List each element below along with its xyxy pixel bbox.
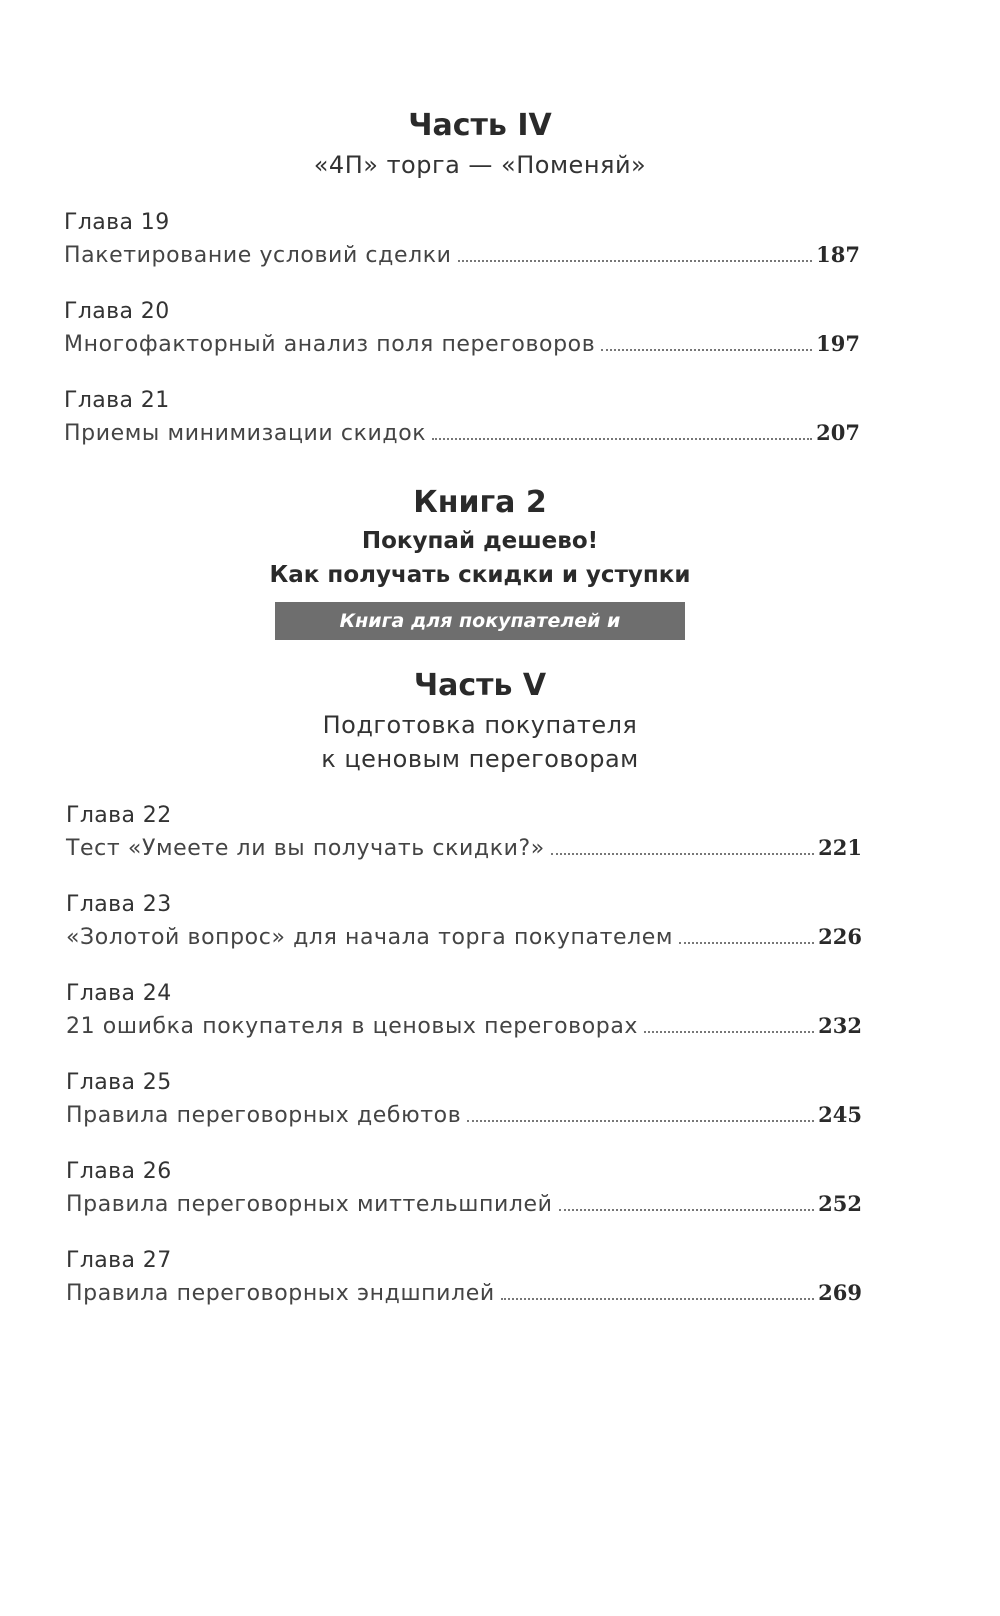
chapter-title: 21 ошибка покупателя в ценовых переговорах bbox=[66, 1014, 639, 1039]
chapter-label: Глава 24 bbox=[66, 981, 172, 1006]
page-number: 207 bbox=[816, 420, 860, 445]
dot-leader bbox=[467, 1120, 814, 1122]
chapter-label: Глава 27 bbox=[66, 1248, 172, 1273]
toc-entry-chapter-20[interactable] bbox=[64, 297, 860, 362]
dot-leader bbox=[559, 1209, 815, 1211]
chapter-label: Глава 21 bbox=[64, 388, 170, 413]
dot-leader bbox=[501, 1298, 814, 1300]
page-number: 221 bbox=[818, 835, 862, 860]
toc-entry-chapter-25[interactable] bbox=[66, 1068, 862, 1133]
chapter-label: Глава 23 bbox=[66, 892, 172, 917]
chapter-label: Глава 26 bbox=[66, 1159, 172, 1184]
book-2-audience-banner: Книга для покупателей и закупщиков bbox=[275, 602, 685, 640]
page-number: 252 bbox=[818, 1191, 862, 1216]
dot-leader bbox=[458, 260, 813, 262]
chapter-label: Глава 25 bbox=[66, 1070, 172, 1095]
book-2-title: Книга 2 bbox=[413, 485, 547, 520]
book-2-banner-wrap bbox=[0, 602, 960, 669]
dot-leader bbox=[432, 438, 812, 440]
page-number: 245 bbox=[818, 1102, 862, 1127]
chapter-title: Многофакторный анализ поля переговоров bbox=[64, 332, 596, 357]
book-2-header bbox=[0, 484, 960, 592]
part-5-header bbox=[0, 668, 960, 776]
part-5-subtitle-line-1: Подготовка покупателя bbox=[322, 711, 638, 739]
page-number: 197 bbox=[816, 331, 860, 356]
book-2-subtitle-line-1: Покупай дешево! bbox=[361, 528, 599, 554]
book-2-subtitle-line-2: Как получать скидки и уступки bbox=[269, 562, 691, 588]
toc-entry-chapter-19[interactable] bbox=[64, 208, 860, 273]
toc-entry-chapter-27[interactable] bbox=[66, 1246, 862, 1311]
page-number: 187 bbox=[816, 242, 860, 267]
part-4-title: Часть IV bbox=[408, 108, 552, 143]
chapter-title: Правила переговорных миттельшпилей bbox=[66, 1192, 553, 1217]
chapter-title: «Золотой вопрос» для начала торга покупателем bbox=[66, 925, 674, 950]
dot-leader bbox=[679, 942, 814, 944]
toc-entry-chapter-21[interactable] bbox=[64, 386, 860, 451]
part-5-title: Часть V bbox=[413, 668, 547, 703]
part-4-subtitle: «4П» торга — «Поменяй» bbox=[313, 151, 647, 179]
chapter-label: Глава 19 bbox=[64, 210, 170, 235]
dot-leader bbox=[551, 853, 814, 855]
chapter-title: Пакетирование условий сделки bbox=[64, 243, 452, 268]
chapter-title: Правила переговорных эндшпилей bbox=[66, 1281, 495, 1306]
chapter-title: Тест «Умеете ли вы получать скидки?» bbox=[66, 836, 545, 861]
dot-leader bbox=[601, 349, 812, 351]
chapter-title: Правила переговорных дебютов bbox=[66, 1103, 462, 1128]
page-number: 232 bbox=[818, 1013, 862, 1038]
part-4-header bbox=[0, 108, 960, 182]
page-number: 226 bbox=[818, 924, 862, 949]
toc-entry-chapter-26[interactable] bbox=[66, 1157, 862, 1222]
chapter-label: Глава 22 bbox=[66, 803, 172, 828]
toc-entry-chapter-24[interactable] bbox=[66, 979, 862, 1044]
page-number: 269 bbox=[818, 1280, 862, 1305]
toc-entry-chapter-22[interactable] bbox=[66, 801, 862, 866]
dot-leader bbox=[644, 1031, 814, 1033]
chapter-label: Глава 20 bbox=[64, 299, 170, 324]
toc-entry-chapter-23[interactable] bbox=[66, 890, 862, 955]
chapter-title: Приемы минимизации скидок bbox=[64, 421, 427, 446]
part-5-subtitle-line-2: к ценовым переговорам bbox=[321, 745, 639, 773]
